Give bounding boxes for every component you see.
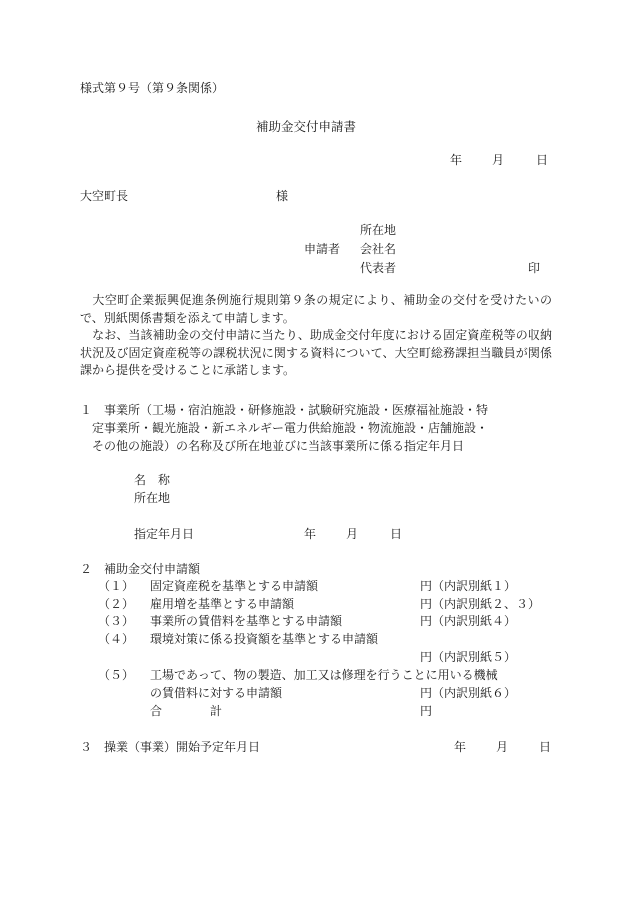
item-label: 事業所の賃借料を基準とする申請額 (150, 614, 343, 628)
section1-name-label: 名 称 (134, 473, 171, 487)
item-number: （３） (98, 614, 135, 628)
item-unit: 円 (420, 614, 433, 628)
total-unit: 円 (420, 704, 433, 718)
applicant-label: 申請者 (304, 242, 341, 256)
seal-mark: 印 (528, 261, 541, 275)
document-title: 補助金交付申請書 (256, 119, 357, 134)
applicant-rep-label: 代表者 (360, 261, 397, 275)
section1-line-1: 事業所（工場・宿泊施設・研修施設・試験研究施設・医療福祉施設・特 (104, 403, 489, 417)
total-label: 合 計 (150, 704, 223, 718)
item-reference: （内訳別紙６） (432, 686, 517, 700)
applicant-company-label: 会社名 (360, 242, 397, 256)
item-number: （４） (98, 632, 135, 646)
item-unit: 円 (420, 686, 433, 700)
date-year: 年 (450, 153, 463, 167)
addressee-honorific: 様 (276, 189, 289, 203)
section1-address-label: 所在地 (134, 491, 171, 505)
date-month: 月 (492, 153, 505, 167)
item-label-continued: の賃借料に対する申請額 (150, 686, 283, 700)
form-number: 様式第９号（第９条関係） (80, 81, 225, 95)
item-unit: 円 (420, 597, 433, 611)
section1-day: 日 (390, 527, 403, 541)
section1-number: １ (80, 403, 93, 417)
item-reference: （内訳別紙４） (432, 614, 517, 628)
section2-number: ２ (80, 562, 93, 576)
section2-title: 補助金交付申請額 (104, 562, 201, 576)
section1-year: 年 (304, 527, 317, 541)
item-unit: 円 (420, 650, 433, 664)
section3-month: 月 (496, 740, 509, 754)
section1-line-3: その他の施設）の名称及び所在地並びに当該事業所に係る指定年月日 (92, 439, 465, 453)
section1-line-2: 定事業所・観光施設・新エネルギー電力供給施設・物流施設・店舗施設・ (92, 421, 489, 435)
item-unit: 円 (420, 579, 433, 593)
item-label: 固定資産税を基準とする申請額 (150, 579, 319, 593)
item-label: 雇用増を基準とする申請額 (150, 597, 295, 611)
date-day: 日 (536, 153, 549, 167)
item-label: 工場であって、物の製造、加工又は修理を行うことに用いる機械 (150, 668, 498, 682)
section1-date-label: 指定年月日 (134, 527, 195, 541)
item-number: （２） (98, 597, 135, 611)
item-reference: （内訳別紙２、３） (432, 597, 541, 611)
section3-year: 年 (454, 740, 467, 754)
item-reference: （内訳別紙５） (432, 650, 517, 664)
item-label: 環境対策に係る投資額を基準とする申請額 (150, 632, 379, 646)
section1-month: 月 (346, 527, 359, 541)
applicant-address-label: 所在地 (360, 223, 397, 237)
addressee-name: 大空町長 (80, 189, 129, 203)
section3-label: 操業（事業）開始予定年月日 (104, 740, 261, 754)
section3-day: 日 (539, 740, 552, 754)
section3-number: ３ (80, 740, 93, 754)
body-paragraph-1: 大空町企業振興促進条例施行規則第９条の規定により、補助金の交付を受けたいので、別紙関係書類を添えて申請します。 (80, 293, 552, 325)
body-paragraph-2: なお、当該補助金の交付申請に当たり、助成金交付年度における固定資産税等の収納状況及び固定資産税等の課税状況に関する資料について、大空町総務課担当職員が関係課から提供を受けることに承諾します。 (80, 328, 552, 377)
item-number: （１） (98, 579, 135, 593)
item-number: （５） (98, 668, 135, 682)
item-reference: （内訳別紙１） (432, 579, 517, 593)
